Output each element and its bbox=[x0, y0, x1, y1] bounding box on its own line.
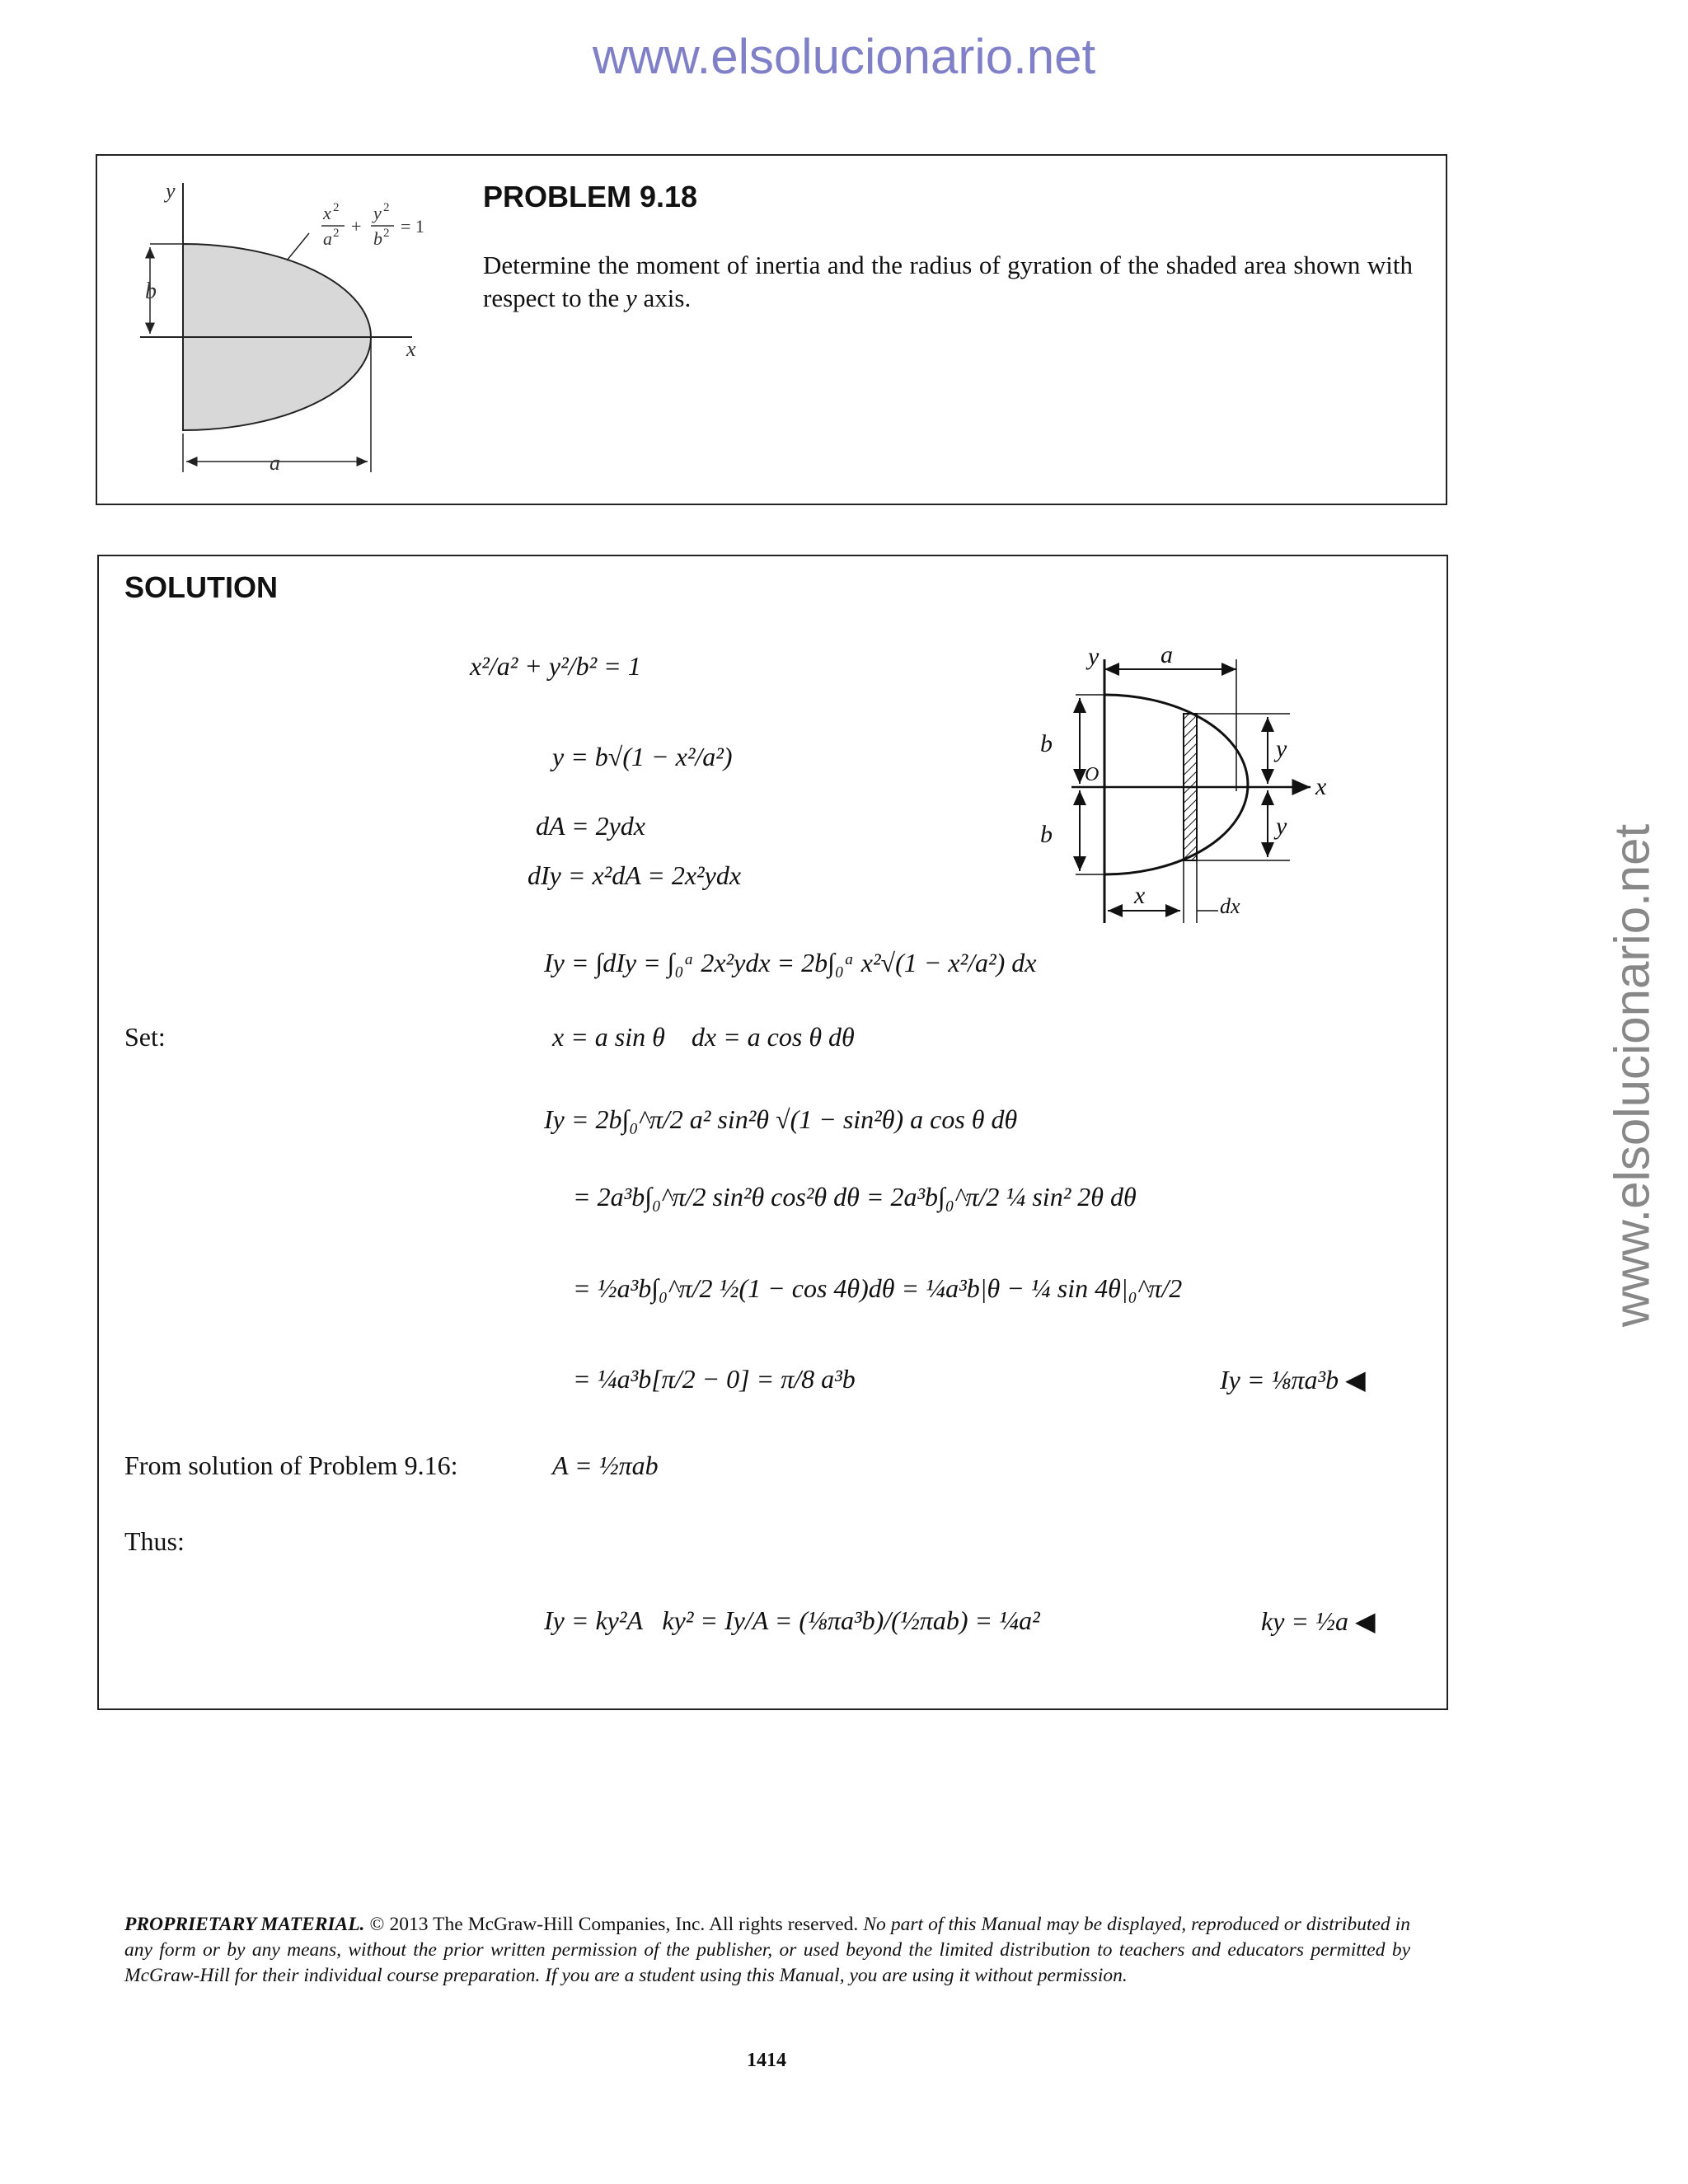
answer-ky: ky = ½a ◀ bbox=[1261, 1606, 1376, 1636]
eq-radius: Iy = ky²A ky² = Iy/A = (⅛πa³b)/(½πab) = ¼a² bbox=[544, 1605, 1040, 1635]
label-b: b bbox=[145, 279, 157, 304]
equation-leader-line bbox=[287, 233, 309, 260]
svg-text:a: a bbox=[323, 228, 332, 249]
eq-dIy: dIy = x²dA = 2x²ydx bbox=[528, 860, 742, 890]
sketch-label-x-axis: x bbox=[1315, 773, 1327, 800]
eq-substitution: x = a sin θ dx = a cos θ dθ bbox=[552, 1022, 855, 1052]
svg-text:2: 2 bbox=[333, 201, 340, 214]
eq-dA: dA = 2ydx bbox=[536, 811, 645, 841]
svg-text:b: b bbox=[373, 228, 382, 249]
answer-marker: ◀ bbox=[1345, 1365, 1366, 1394]
eq-step4: = ¼a³b[π/2 − 0] = π/8 a³b bbox=[573, 1364, 856, 1394]
label-from-solution: From solution of Problem 9.16: bbox=[124, 1451, 458, 1480]
sketch-label-x-bottom: x bbox=[1134, 882, 1146, 909]
problem-figure bbox=[124, 165, 470, 494]
svg-text:2: 2 bbox=[333, 227, 340, 240]
proprietary-footer: PROPRIETARY MATERIAL. © 2013 The McGraw-Hill Companies, Inc. All rights reserved. No part of this Manual may be displayed, reproduced or distributed in any form or by any means, without the prior written permission of the publisher, or used beyond the limited distribution to teachers and educators permitted by McGraw-Hill for their individual course preparation. If you are a student using this Manual, you are using it without permission. bbox=[124, 1914, 1411, 1986]
svg-text:2: 2 bbox=[383, 227, 390, 240]
solution-title: SOLUTION bbox=[124, 570, 278, 604]
eq-step2: = 2a³b∫₀^π/2 sin²θ cos²θ dθ = 2a³b∫₀^π/2 ¼ sin² 2θ dθ bbox=[573, 1182, 1137, 1212]
eq-area: A = ½πab bbox=[552, 1451, 659, 1480]
solution-sketch bbox=[1030, 635, 1335, 940]
sketch-half-ellipse bbox=[1104, 695, 1248, 874]
label-y: y bbox=[166, 179, 176, 203]
eq-y-expression: y = b√(1 − x²/a²) bbox=[552, 742, 733, 771]
eq-ellipse: x²/a² + y²/b² = 1 bbox=[470, 651, 641, 681]
sketch-label-dx: dx bbox=[1220, 894, 1240, 918]
sketch-strip bbox=[1184, 714, 1197, 860]
sketch-label-y-upper: y bbox=[1276, 735, 1287, 762]
figure-ellipse-equation bbox=[321, 201, 424, 249]
label-a: a bbox=[270, 451, 280, 475]
eq-step3: = ½a³b∫₀^π/2 ½(1 − cos 4θ)dθ = ¼a³b|θ − ¼ sin 4θ|₀^π/2 bbox=[573, 1273, 1183, 1303]
label-thus: Thus: bbox=[124, 1526, 185, 1556]
problem-statement: Determine the moment of inertia and the radius of gyration of the shaded area shown with respect to the y axis. bbox=[483, 251, 1413, 312]
watermark-url-side: www.elsolucionario.net bbox=[1604, 823, 1660, 1328]
sketch-label-a: a bbox=[1160, 641, 1173, 668]
eq-step1: Iy = 2b∫₀^π/2 a² sin²θ √(1 − sin²θ) a cos θ dθ bbox=[544, 1104, 1018, 1134]
answer-marker: ◀ bbox=[1355, 1606, 1376, 1636]
sketch-label-b-top: b bbox=[1040, 730, 1053, 757]
problem-title: PROBLEM 9.18 bbox=[483, 180, 698, 213]
label-set: Set: bbox=[124, 1022, 166, 1052]
label-x: x bbox=[406, 337, 416, 361]
eq-Iy-integral: Iy = ∫dIy = ∫₀ᵃ 2x²ydx = 2b∫₀ᵃ x²√(1 − x²/a²) dx bbox=[544, 948, 1037, 977]
sketch-label-y-lower: y bbox=[1276, 813, 1287, 840]
answer-Iy: Iy = ⅛πa³b ◀ bbox=[1220, 1365, 1366, 1394]
svg-text:2: 2 bbox=[383, 201, 390, 214]
svg-text:+: + bbox=[351, 216, 362, 237]
svg-text:x: x bbox=[323, 203, 331, 223]
watermark-url-top: www.elsolucionario.net bbox=[592, 29, 1096, 84]
svg-text:= 1: = 1 bbox=[401, 216, 424, 237]
sketch-label-y-axis: y bbox=[1088, 643, 1100, 670]
sketch-label-o: O bbox=[1085, 764, 1100, 785]
sketch-label-b-bottom: b bbox=[1040, 821, 1053, 848]
page-number: 1414 bbox=[747, 2050, 786, 2071]
svg-text:y: y bbox=[373, 203, 382, 223]
